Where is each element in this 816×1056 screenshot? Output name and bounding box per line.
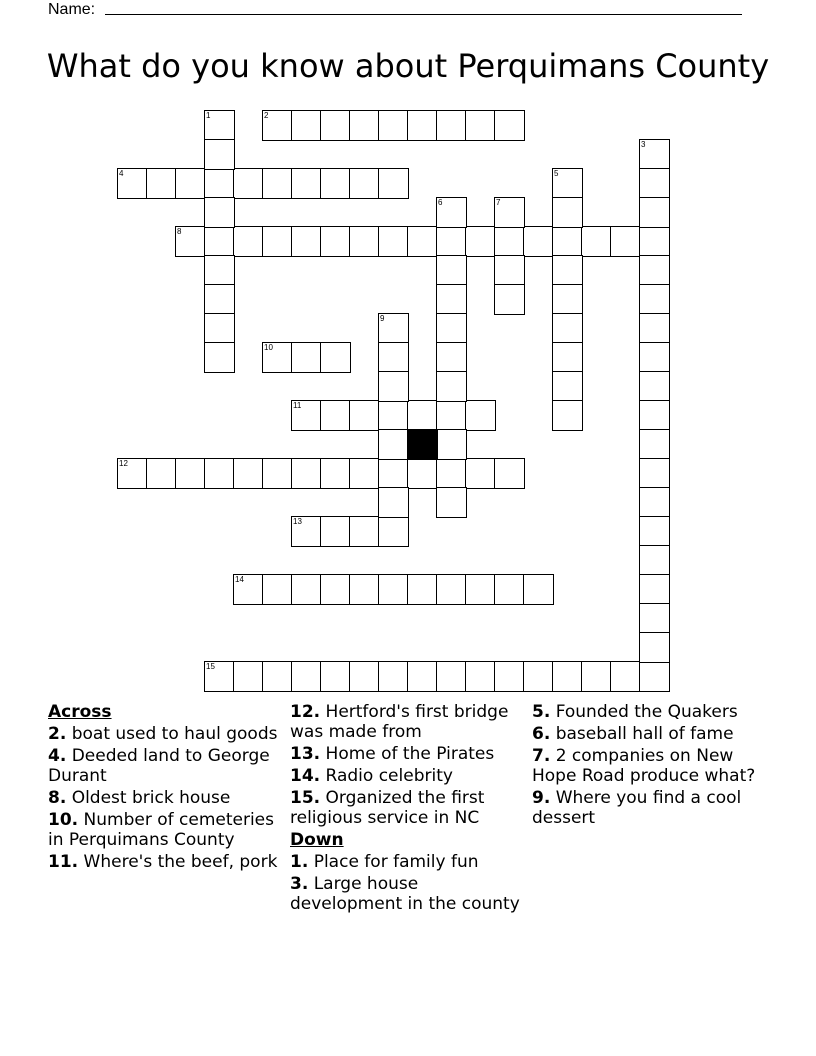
grid-cell[interactable]	[378, 168, 409, 199]
grid-cell[interactable]	[407, 574, 438, 605]
clue-number: 9	[380, 314, 385, 323]
grid-cell[interactable]	[552, 342, 583, 373]
across-heading: Across	[48, 702, 112, 722]
grid-cell[interactable]	[407, 226, 438, 257]
grid-cell[interactable]	[378, 342, 409, 373]
grid-cell[interactable]	[320, 110, 351, 141]
clue-number: 10	[264, 343, 273, 352]
grid-cell[interactable]	[378, 400, 409, 431]
clue-number: 11	[293, 401, 302, 410]
grid-cell[interactable]	[639, 603, 670, 634]
grid-cell[interactable]	[407, 400, 438, 431]
grid-cell[interactable]	[639, 545, 670, 576]
clues-column-2	[290, 702, 526, 916]
clue-number: 14	[235, 575, 244, 584]
grid-cell[interactable]	[291, 661, 322, 692]
clue-number: 13	[293, 517, 302, 526]
grid-cell[interactable]	[349, 516, 380, 547]
grid-cell[interactable]	[494, 661, 525, 692]
grid-cell[interactable]	[436, 226, 467, 257]
grid-cell[interactable]	[378, 371, 409, 402]
grid-cell[interactable]	[552, 661, 583, 692]
grid-cell[interactable]	[494, 458, 525, 489]
clue-across-4: 4. Deeded land to George Durant	[48, 746, 270, 786]
grid-cell[interactable]	[378, 574, 409, 605]
grid-cell[interactable]	[204, 197, 235, 228]
grid-cell[interactable]	[349, 168, 380, 199]
grid-cell[interactable]	[465, 574, 496, 605]
grid-cell[interactable]	[407, 458, 438, 489]
clue-number: 15	[206, 662, 215, 671]
grid-cell[interactable]	[465, 110, 496, 141]
clue-across-13: 13. Home of the Pirates	[290, 744, 495, 764]
grid-cell[interactable]	[233, 226, 264, 257]
grid-cell[interactable]	[639, 400, 670, 431]
clue-across-12: 12. Hertford's first bridge was made from	[290, 702, 509, 742]
grid-cell[interactable]	[291, 516, 322, 547]
grid-cell[interactable]	[291, 574, 322, 605]
grid-cell[interactable]	[291, 400, 322, 431]
grid-cell[interactable]	[465, 458, 496, 489]
grid-cell[interactable]	[639, 661, 670, 692]
grid-cell[interactable]	[117, 168, 148, 199]
puzzle-title: What do you know about Perquimans County	[46, 47, 770, 85]
grid-cell[interactable]	[552, 400, 583, 431]
grid-cell[interactable]	[204, 458, 235, 489]
grid-cell[interactable]	[436, 255, 467, 286]
clue-down-5: 5. Founded the Quakers	[532, 702, 738, 722]
grid-cell[interactable]	[494, 255, 525, 286]
grid-cell[interactable]	[465, 400, 496, 431]
grid-cell[interactable]	[320, 661, 351, 692]
grid-cell[interactable]	[349, 400, 380, 431]
grid-cell[interactable]	[407, 661, 438, 692]
clue-across-8: 8. Oldest brick house	[48, 788, 231, 808]
grid-cell[interactable]	[204, 661, 235, 692]
grid-cell[interactable]	[320, 516, 351, 547]
grid-cell[interactable]	[465, 661, 496, 692]
clues-column-3	[532, 702, 768, 830]
grid-cell[interactable]	[349, 661, 380, 692]
grid-cell[interactable]	[639, 255, 670, 286]
grid-cell[interactable]	[320, 342, 351, 373]
grid-cell[interactable]	[262, 458, 293, 489]
grid-cell[interactable]	[610, 226, 641, 257]
grid-cell[interactable]	[204, 110, 235, 141]
grid-cell[interactable]	[146, 458, 177, 489]
name-label: Name:	[48, 1, 96, 18]
clue-number: 3	[641, 140, 646, 149]
grid-cell[interactable]	[552, 255, 583, 286]
grid-cell[interactable]	[639, 574, 670, 605]
grid-cell[interactable]	[349, 226, 380, 257]
grid-cell[interactable]	[204, 139, 235, 170]
clue-number: 12	[119, 459, 128, 468]
grid-cell[interactable]	[552, 284, 583, 315]
grid-cell[interactable]	[291, 226, 322, 257]
grid-cell[interactable]	[436, 371, 467, 402]
grid-cell[interactable]	[639, 342, 670, 373]
clue-across-2: 2. boat used to haul goods	[48, 724, 278, 744]
grid-cell[interactable]	[378, 661, 409, 692]
grid-cell[interactable]	[639, 516, 670, 547]
grid-cell[interactable]	[291, 458, 322, 489]
grid-cell[interactable]	[436, 458, 467, 489]
grid-cell[interactable]	[581, 226, 612, 257]
clue-number: 6	[438, 198, 443, 207]
grid-cell[interactable]	[233, 458, 264, 489]
clue-across-10: 10. Number of cemeteries in Perquimans County	[48, 810, 274, 850]
grid-cell[interactable]	[581, 661, 612, 692]
grid-cell[interactable]	[233, 168, 264, 199]
grid-cell[interactable]	[436, 487, 467, 518]
grid-cell[interactable]	[233, 661, 264, 692]
grid-cell[interactable]	[378, 458, 409, 489]
grid-cell[interactable]	[378, 226, 409, 257]
grid-cell[interactable]	[378, 429, 409, 460]
grid-cell[interactable]	[320, 168, 351, 199]
grid-cell[interactable]	[494, 226, 525, 257]
grid-cell[interactable]	[639, 371, 670, 402]
grid-cell[interactable]	[378, 487, 409, 518]
clue-across-15: 15. Organized the first religious service in NC	[290, 788, 485, 828]
grid-cell[interactable]	[262, 110, 293, 141]
grid-cell[interactable]	[523, 661, 554, 692]
name-line	[48, 0, 748, 22]
clue-number: 4	[119, 169, 124, 178]
clue-down-6: 6. baseball hall of fame	[532, 724, 734, 744]
grid-cell[interactable]	[639, 429, 670, 460]
clue-down-7: 7. 2 companies on New Hope Road produce what?	[532, 746, 756, 786]
grid-cell[interactable]	[639, 632, 670, 663]
clue-down-1: 1. Place for family fun	[290, 852, 479, 872]
grid-cell[interactable]	[146, 168, 177, 199]
grid-cell[interactable]	[552, 371, 583, 402]
grid-cell[interactable]	[349, 110, 380, 141]
grid-cell[interactable]	[204, 226, 235, 257]
grid-cell[interactable]	[175, 458, 206, 489]
grid-cell[interactable]	[378, 313, 409, 344]
down-heading: Down	[290, 830, 344, 850]
clues-column-1	[48, 702, 284, 874]
grid-cell[interactable]	[233, 574, 264, 605]
grid-cell[interactable]	[175, 226, 206, 257]
clue-down-9: 9. Where you find a cool dessert	[532, 788, 742, 828]
grid-cell[interactable]	[320, 400, 351, 431]
grid-cell[interactable]	[291, 168, 322, 199]
grid-cell[interactable]	[204, 255, 235, 286]
grid-cell[interactable]	[262, 661, 293, 692]
grid-cell[interactable]	[204, 313, 235, 344]
grid-cell[interactable]	[436, 400, 467, 431]
grid-cell[interactable]	[204, 342, 235, 373]
grid-cell[interactable]	[494, 574, 525, 605]
grid-cell[interactable]	[436, 429, 467, 460]
grid-cell[interactable]	[436, 197, 467, 228]
grid-cell[interactable]	[262, 342, 293, 373]
clue-across-14: 14. Radio celebrity	[290, 766, 453, 786]
grid-cell[interactable]	[262, 168, 293, 199]
grid-cell[interactable]	[639, 458, 670, 489]
name-blank[interactable]	[105, 14, 742, 15]
grid-cell[interactable]	[523, 226, 554, 257]
grid-cell[interactable]	[494, 197, 525, 228]
grid-cell[interactable]	[494, 110, 525, 141]
grid-cell[interactable]	[552, 168, 583, 199]
grid-cell[interactable]	[610, 661, 641, 692]
grid-cell[interactable]	[523, 574, 554, 605]
grid-cell[interactable]	[639, 139, 670, 170]
grid-cell[interactable]	[320, 458, 351, 489]
grid-cell[interactable]	[436, 110, 467, 141]
grid-cell[interactable]	[494, 284, 525, 315]
grid-cell[interactable]	[639, 284, 670, 315]
grid-cell[interactable]	[639, 168, 670, 199]
grid-cell[interactable]	[552, 197, 583, 228]
clue-across-11: 11. Where's the beef, pork	[48, 852, 278, 872]
grid-cell[interactable]	[436, 313, 467, 344]
clue-number: 8	[177, 227, 182, 236]
grid-cell[interactable]	[320, 226, 351, 257]
grid-cell[interactable]	[639, 197, 670, 228]
grid-cell[interactable]	[378, 110, 409, 141]
grid-cell[interactable]	[378, 516, 409, 547]
clue-number: 1	[206, 111, 211, 120]
grid-cell[interactable]	[320, 574, 351, 605]
grid-cell[interactable]	[552, 313, 583, 344]
clue-number: 2	[264, 111, 269, 120]
grid-cell[interactable]	[175, 168, 206, 199]
grid-cell[interactable]	[436, 284, 467, 315]
black-square	[407, 429, 438, 460]
clue-down-3: 3. Large house development in the county	[290, 874, 520, 914]
grid-cell[interactable]	[262, 226, 293, 257]
grid-cell[interactable]	[552, 226, 583, 257]
grid-cell[interactable]	[639, 226, 670, 257]
grid-cell[interactable]	[407, 110, 438, 141]
clue-number: 5	[554, 169, 559, 178]
grid-cell[interactable]	[639, 487, 670, 518]
grid-cell[interactable]	[117, 458, 148, 489]
grid-cell[interactable]	[204, 284, 235, 315]
grid-cell[interactable]	[465, 226, 496, 257]
grid-cell[interactable]	[349, 458, 380, 489]
clue-number: 7	[496, 198, 501, 207]
grid-cell[interactable]	[204, 168, 235, 199]
grid-cell[interactable]	[291, 110, 322, 141]
grid-cell[interactable]	[436, 342, 467, 373]
grid-cell[interactable]	[436, 661, 467, 692]
grid-cell[interactable]	[436, 574, 467, 605]
grid-cell[interactable]	[639, 313, 670, 344]
grid-cell[interactable]	[262, 574, 293, 605]
grid-cell[interactable]	[291, 342, 322, 373]
grid-cell[interactable]	[349, 574, 380, 605]
